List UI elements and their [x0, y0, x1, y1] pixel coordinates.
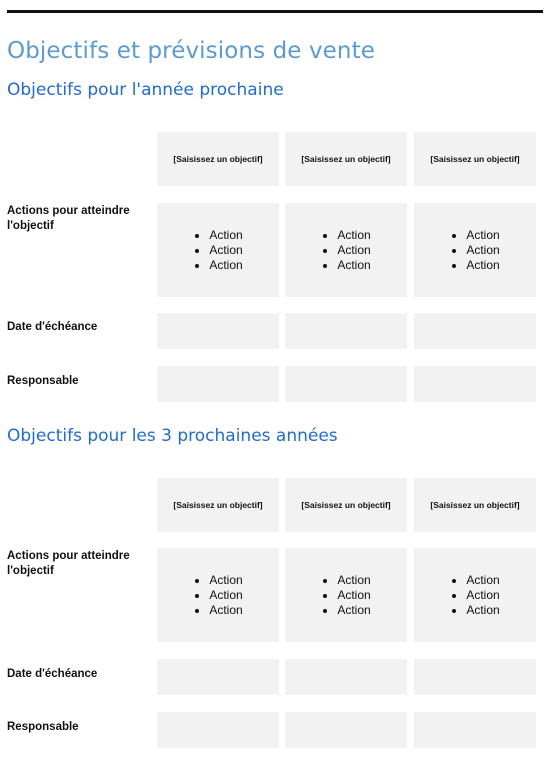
action-item[interactable]: • Action	[337, 243, 370, 258]
owner-cell[interactable]	[414, 712, 536, 748]
row-label-owner: Responsable	[7, 375, 79, 387]
action-item[interactable]: • Action	[337, 573, 370, 588]
actions-cell[interactable]	[157, 203, 279, 297]
action-item[interactable]: • Action	[337, 603, 370, 618]
action-item[interactable]: • Action	[209, 573, 242, 588]
action-item[interactable]: • Action	[466, 588, 499, 603]
actions-list	[193, 228, 242, 273]
due-date-cell[interactable]	[414, 313, 536, 349]
goal-input-3[interactable]: [Saisissez un objectif]	[414, 478, 536, 532]
action-item[interactable]: • Action	[337, 228, 370, 243]
row-label-actions: Actions pour atteindre l'objectif	[7, 550, 130, 577]
action-item[interactable]: • Action	[209, 243, 242, 258]
action-item[interactable]: • Action	[466, 573, 499, 588]
goal-input-2[interactable]: [Saisissez un objectif]	[285, 478, 407, 532]
due-date-cell[interactable]	[157, 313, 279, 349]
action-item[interactable]: • Action	[466, 258, 499, 273]
actions-list	[450, 228, 499, 273]
due-date-cell[interactable]	[285, 659, 407, 695]
action-item[interactable]: • Action	[209, 258, 242, 273]
actions-list	[450, 573, 499, 618]
goal-input-1[interactable]: [Saisissez un objectif]	[157, 478, 279, 532]
actions-list	[321, 228, 370, 273]
action-item[interactable]: • Action	[209, 228, 242, 243]
document-title: Objectifs et prévisions de vente	[7, 38, 375, 64]
actions-cell[interactable]	[157, 548, 279, 642]
actions-list	[193, 573, 242, 618]
action-item[interactable]: • Action	[466, 243, 499, 258]
due-date-cell[interactable]	[285, 313, 407, 349]
action-item[interactable]: • Action	[209, 588, 242, 603]
action-item[interactable]: • Action	[337, 258, 370, 273]
section-title-next-year: Objectifs pour l'année prochaine	[7, 80, 284, 100]
owner-cell[interactable]	[414, 366, 536, 402]
action-item[interactable]: • Action	[337, 588, 370, 603]
goal-input-2[interactable]: [Saisissez un objectif]	[285, 132, 407, 186]
actions-cell[interactable]	[414, 203, 536, 297]
actions-list	[321, 573, 370, 618]
goal-input-1[interactable]: [Saisissez un objectif]	[157, 132, 279, 186]
actions-cell[interactable]	[285, 203, 407, 297]
due-date-cell[interactable]	[157, 659, 279, 695]
row-label-due-date: Date d'échéance	[7, 668, 98, 680]
owner-cell[interactable]	[157, 366, 279, 402]
section-title-three-years: Objectifs pour les 3 prochaines années	[7, 426, 338, 446]
owner-cell[interactable]	[285, 712, 407, 748]
action-item[interactable]: • Action	[466, 603, 499, 618]
row-label-due-date: Date d'échéance	[7, 321, 98, 333]
row-label-owner: Responsable	[7, 721, 79, 733]
owner-cell[interactable]	[285, 366, 407, 402]
action-item[interactable]: • Action	[209, 603, 242, 618]
top-rule	[7, 10, 543, 13]
actions-cell[interactable]	[285, 548, 407, 642]
action-item[interactable]: • Action	[466, 228, 499, 243]
goal-input-3[interactable]: [Saisissez un objectif]	[414, 132, 536, 186]
actions-cell[interactable]	[414, 548, 536, 642]
due-date-cell[interactable]	[414, 659, 536, 695]
row-label-actions: Actions pour atteindre l'objectif	[7, 205, 130, 232]
owner-cell[interactable]	[157, 712, 279, 748]
